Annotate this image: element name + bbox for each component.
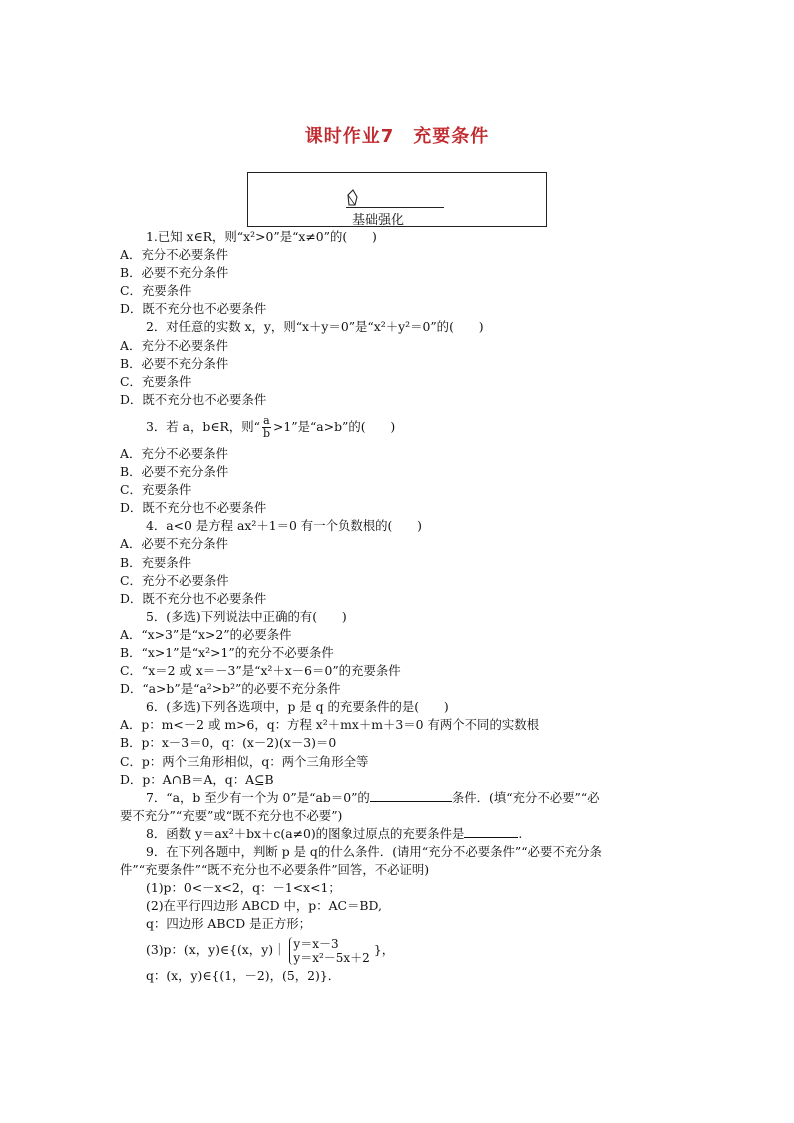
answer-blank [464, 825, 518, 838]
section-box [247, 172, 547, 227]
q3-option-a: A．充分不必要条件 [120, 445, 229, 461]
fraction-a-over-b: $\frac{a}{b}$ [262, 413, 270, 440]
question-9-line-2: 件”“充要条件”“既不充分也不必要条件”回答，不必证明) [120, 862, 430, 878]
q6-option-d: D．p：A∩B＝A，q：A⊆B [120, 771, 274, 787]
question-9-part-3a: (3)p：(x，y)∈{(x，y)｜ y＝x－3 y＝x²－5x＋2 }， [146, 936, 395, 965]
q4-option-c: C．充分不必要条件 [120, 572, 229, 588]
q2-option-b: B．必要不充分条件 [120, 355, 229, 371]
q2-option-a: A．充分不必要条件 [120, 337, 229, 353]
q1-option-b: B．必要不充分条件 [120, 265, 229, 281]
question-1-stem: 1.已知 x∈R，则“x²>0”是“x≠0”的( ) [146, 229, 377, 244]
question-8: 8．函数 y＝ax²＋bx＋c(a≠0)的图象过原点的充要条件是 . [146, 825, 523, 841]
q6-option-b: B．p：x－3＝0，q：(x－2)(x－3)＝0 [120, 735, 337, 751]
q1-option-a: A．充分不必要条件 [120, 247, 229, 263]
question-3-stem: 3．若 a，b∈R，则“ $\frac{a}{b}$ >1”是“a>b”的( ) [146, 413, 396, 440]
pencil-icon [346, 189, 360, 207]
q5-option-c: C．“x＝2 或 x＝－3”是“x²＋x－6＝0”的充要条件 [120, 663, 401, 679]
q3-option-d: D．既不充分也不必要条件 [120, 500, 267, 516]
question-2-stem: 2．对任意的实数 x，y，则“x＋y＝0”是“x²＋y²＝0”的( ) [146, 319, 484, 335]
question-4-stem: 4．a<0 是方程 ax²＋1＝0 有一个负数根的( ) [146, 518, 422, 534]
section-label: 基础强化 [352, 213, 405, 228]
question-9-part-2b: q：四边形 ABCD 是正方形； [146, 916, 312, 932]
q6-option-a: A．p：m<－2 或 m>6，q：方程 x²＋mx＋m＋3＝0 有两个不同的实数根 [120, 717, 540, 733]
q3-option-b: B．必要不充分条件 [120, 464, 229, 480]
q1-option-d: D．既不充分也不必要条件 [120, 301, 267, 317]
equation-system: y＝x－3 y＝x²－5x＋2 [289, 937, 369, 965]
q4-option-d: D．既不充分也不必要条件 [120, 590, 267, 606]
question-list [120, 228, 710, 986]
question-9-part-2a: (2)在平行四边形 ABCD 中，p：AC＝BD, [146, 898, 382, 914]
q2-option-c: C．充要条件 [120, 373, 192, 389]
question-9-line-1: 9．在下列各题中，判断 p 是 q的什么条件．(请用“充分不必要条件”“必要不充分条 [146, 844, 602, 859]
q5-option-d: D．“a>b”是“a²>b²”的必要不充分条件 [120, 681, 341, 697]
question-7-line-2: 要不充分”“充要”或“既不充分也不必要”) [120, 807, 343, 823]
q2-option-d: D．既不充分也不必要条件 [120, 391, 267, 407]
section-rule [346, 207, 444, 208]
q5-option-a: A．“x>3”是“x>2”的必要条件 [120, 626, 292, 642]
question-9-part-3b: q：(x，y)∈{(1，－2)，(5，2)}． [146, 968, 341, 984]
page-title: 课时作业7 充要条件 [304, 126, 490, 147]
q4-option-a: A．必要不充分条件 [120, 536, 229, 552]
q6-option-c: C．p：两个三角形相似，q：两个三角形全等 [120, 753, 369, 769]
q1-option-c: C．充要条件 [120, 283, 192, 299]
question-7-line-1: 7．“a，b 至少有一个为 0”是“ab＝0”的 条件．(填“充分不必要”“必 [146, 789, 600, 805]
q3-option-c: C．充要条件 [120, 482, 192, 498]
question-5-stem: 5．(多选)下列说法中正确的有( ) [146, 608, 347, 624]
question-6-stem: 6．(多选)下列各选项中，p 是 q 的充要条件的是( ) [146, 699, 449, 715]
question-9-part-1: (1)p：0<－x<2，q：－1<x<1； [146, 880, 341, 896]
answer-blank [370, 789, 452, 802]
q5-option-b: B．“x>1”是“x²>1”的充分不必要条件 [120, 644, 334, 660]
q4-option-b: B．充要条件 [120, 554, 192, 570]
